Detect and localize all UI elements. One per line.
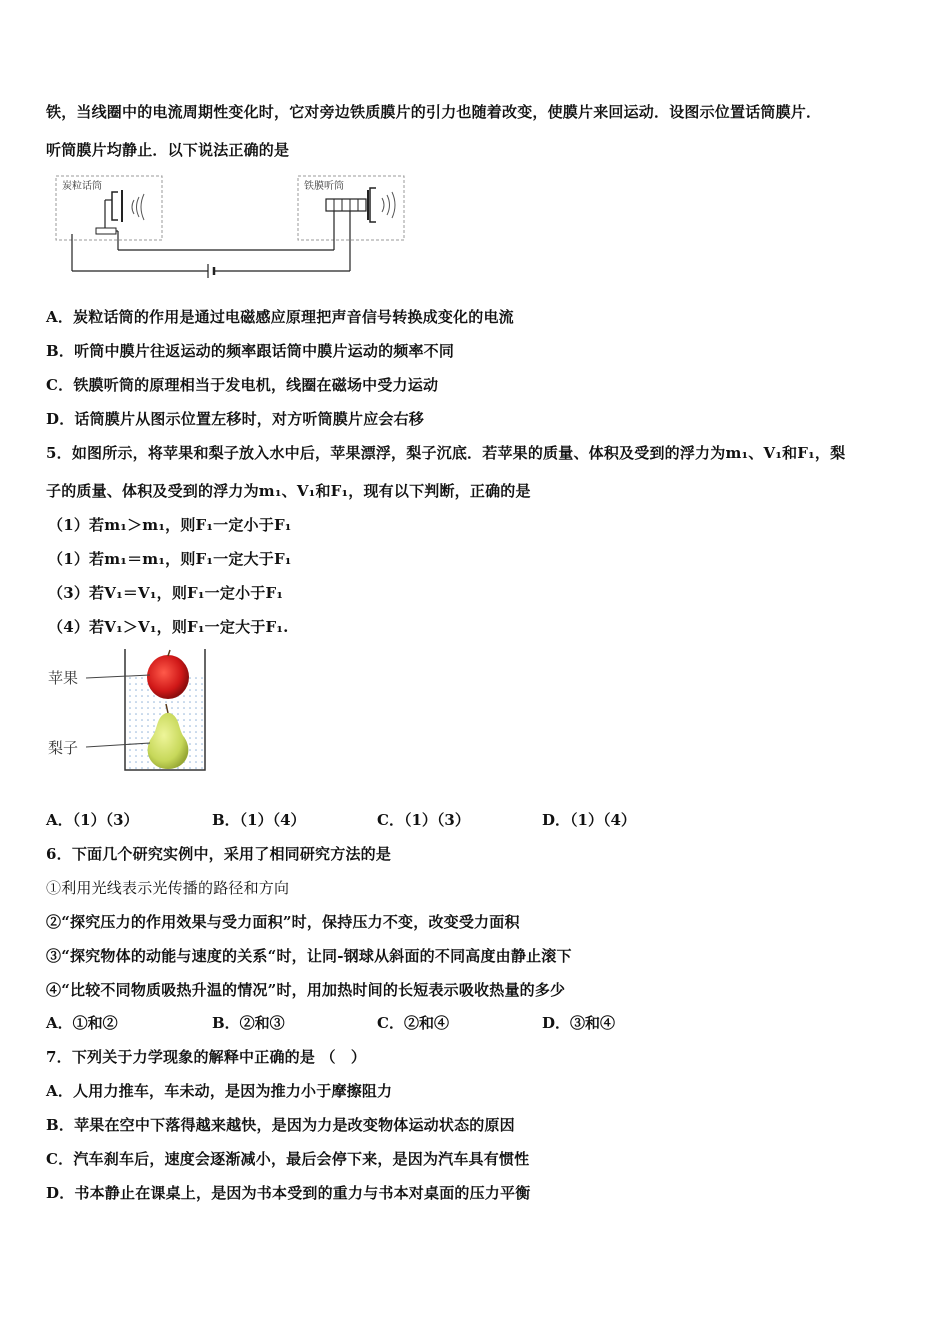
q5-judgment-3: （3）若V₁＝V₁，则F₁一定小于F₁	[48, 584, 284, 602]
q7-option-b: B．苹果在空中下落得越来越快，是因为力是改变物体运动状态的原因	[46, 1116, 515, 1134]
q7-option-d: D．书本静止在课桌上，是因为书本受到的重力与书本对桌面的压力平衡	[46, 1184, 531, 1202]
q4-option-b: B．听筒中膜片往返运动的频率跟话筒中膜片运动的频率不同	[46, 342, 455, 360]
q5-option-c: C．（1）（3）	[377, 811, 470, 829]
q4-option-d: D．话筒膜片从图示位置左移时，对方听筒膜片应会右移	[46, 410, 425, 428]
q5-option-a: A．（1）（3）	[46, 811, 139, 829]
q7-stem: 7．下列关于力学现象的解释中正确的是 （ ）	[46, 1048, 367, 1066]
q5-options	[46, 811, 926, 831]
apple-label: 苹果	[48, 669, 79, 687]
q6-option-a: A．①和②	[46, 1014, 118, 1032]
q5-judgment-1: （1）若m₁＞m₁，则F₁一定小于F₁	[48, 516, 292, 534]
q5-stem-line-1: 5．如图所示，将苹果和梨子放入水中后，苹果漂浮，梨子沉底．若苹果的质量、体积及受到的浮力为m₁、V₁和F₁，梨	[46, 444, 846, 462]
q4-option-a: A．炭粒话筒的作用是通过电磁感应原理把声音信号转换成变化的电流	[46, 308, 514, 326]
q6-option-c: C．②和④	[377, 1014, 449, 1032]
q6-item-4: ④“比较不同物质吸热升温的情况”时，用加热时间的长短表示吸收热量的多少	[46, 981, 566, 999]
q6-option-b: B．②和③	[212, 1014, 285, 1032]
earpiece-coil	[326, 199, 366, 211]
q6-item-1: ①利用光线表示光传播的路径和方向	[46, 879, 290, 897]
q5-judgment-4: （4）若V₁＞V₁，则F₁一定大于F₁.	[48, 618, 289, 636]
apple-pear-figure	[44, 645, 224, 775]
q7-option-c: C．汽车刹车后，速度会逐渐减小，最后会停下来，是因为汽车具有惯性	[46, 1150, 530, 1168]
q7-option-a: A．人用力推车，车未动，是因为推力小于摩擦阻力	[46, 1082, 393, 1100]
earpiece-label: 铁膜听筒	[304, 181, 344, 192]
intro-line-2: 听筒膜片均静止．以下说法正确的是	[46, 141, 290, 159]
q5-judgment-2: （1）若m₁＝m₁，则F₁一定大于F₁	[48, 550, 292, 568]
microphone-label: 炭粒话筒	[62, 181, 102, 192]
pear-label: 梨子	[48, 739, 79, 757]
intro-line-1: 铁，当线圈中的电流周期性变化时，它对旁边铁质膜片的引力也随着改变，使膜片来回运动．设图示位置话筒膜片．	[46, 103, 822, 121]
q6-item-2: ②“探究压力的作用效果与受力面积”时，保持压力不变，改变受力面积	[46, 913, 520, 931]
carbon-granules	[96, 228, 116, 234]
q5-option-b: B．（1）（4）	[212, 811, 306, 829]
q6-stem: 6．下面几个研究实例中，采用了相同研究方法的是	[46, 845, 392, 863]
battery-icon	[208, 264, 214, 278]
q5-stem-line-2: 子的质量、体积及受到的浮力为m₁、V₁和F₁，现有以下判断，正确的是	[46, 482, 531, 500]
q6-item-3: ③“探究物体的动能与速度的关系“时，让同-钢球从斜面的不同高度由静止滚下	[46, 947, 572, 965]
telephone-circuit-figure	[50, 170, 410, 280]
q6-options	[46, 1014, 926, 1034]
q5-option-d: D．（1）（4）	[542, 811, 636, 829]
apple-icon	[147, 650, 189, 699]
q6-option-d: D．③和④	[542, 1014, 616, 1032]
q4-option-c: C．铁膜听筒的原理相当于发电机，线圈在磁场中受力运动	[46, 376, 439, 394]
